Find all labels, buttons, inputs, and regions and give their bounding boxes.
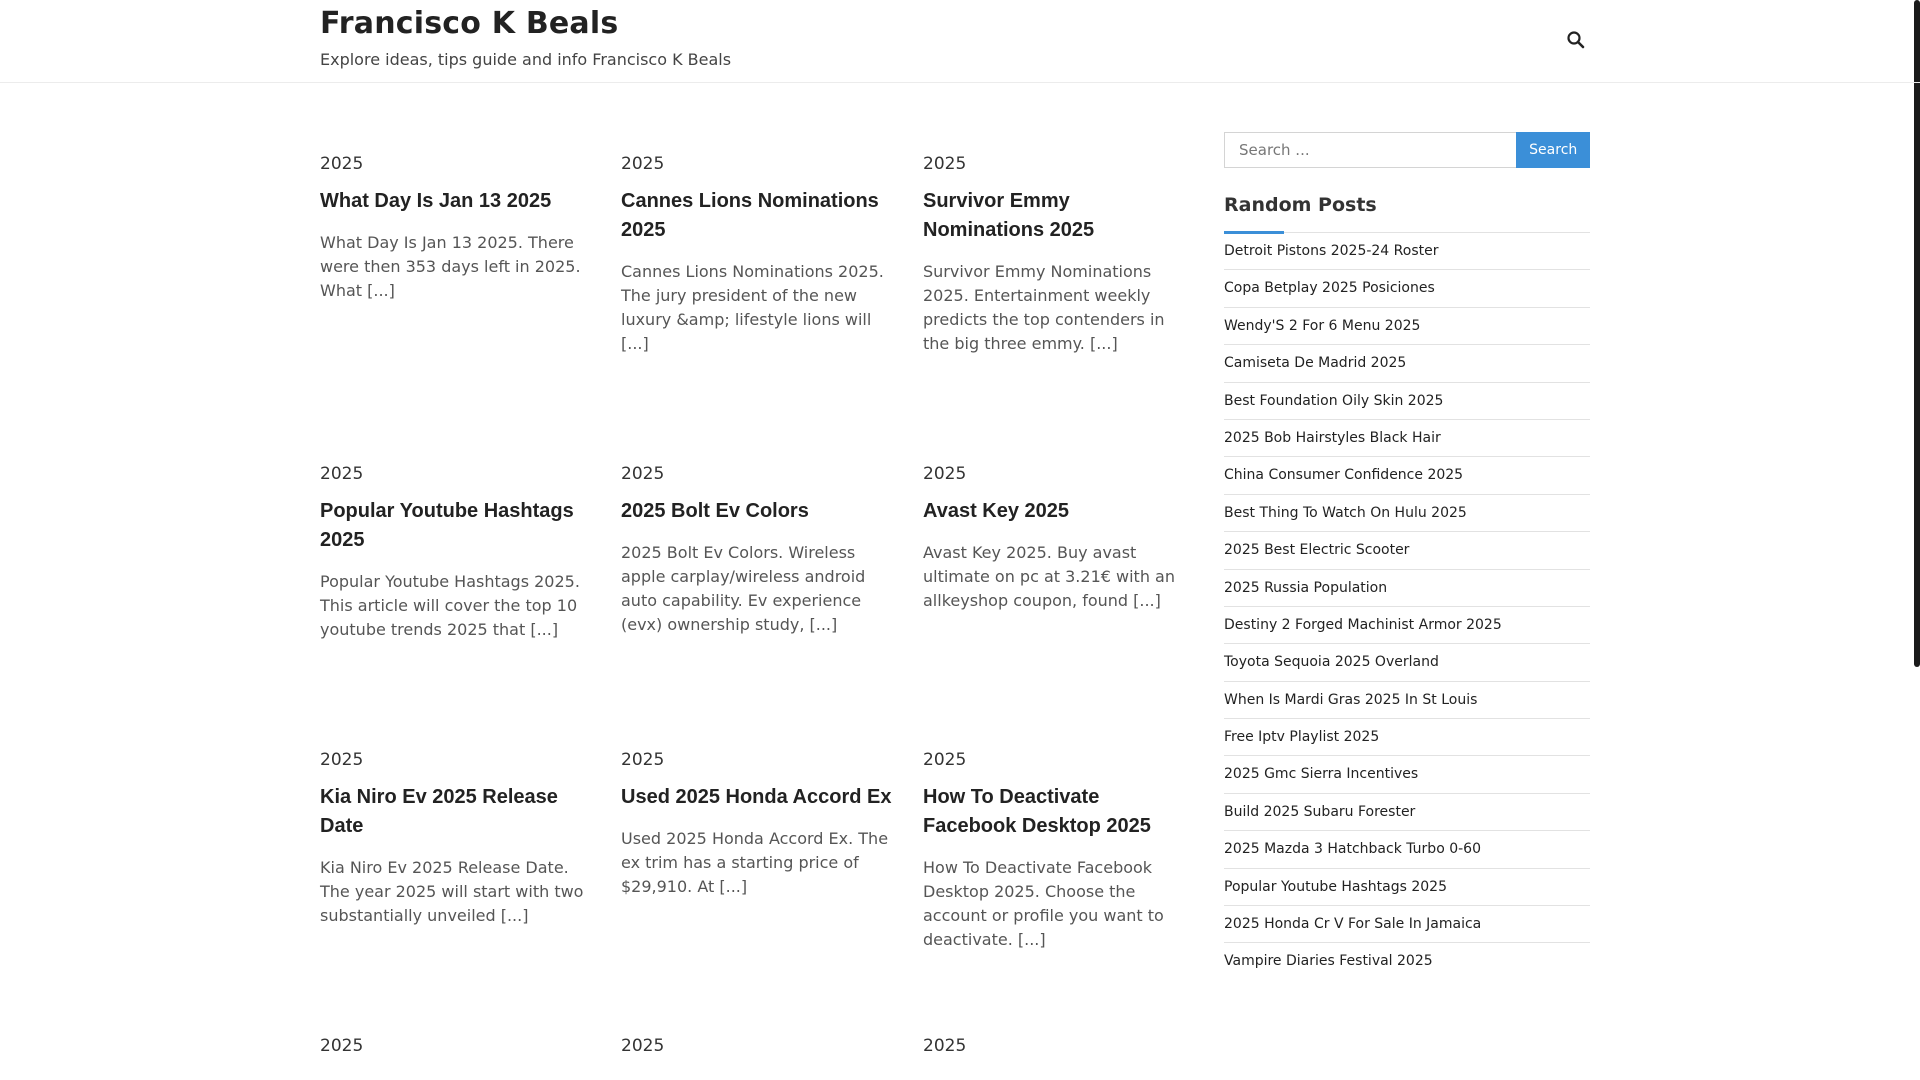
post-title[interactable]: Used 2025 Honda Accord Ex: [621, 786, 892, 808]
post-card: [320, 1036, 592, 1056]
post-excerpt: Cannes Lions Nominations 2025. The jury president of the new luxury &amp; lifestyle lions will [...]: [621, 262, 884, 353]
post-card: [923, 750, 1195, 952]
list-item[interactable]: 2025 Honda Cr V For Sale In Jamaica: [1224, 906, 1590, 943]
post-card: [923, 154, 1195, 356]
post-category[interactable]: 2025: [923, 1036, 967, 1056]
post-category[interactable]: 2025: [320, 464, 364, 484]
post-category[interactable]: 2025: [923, 464, 967, 484]
list-item[interactable]: 2025 Bob Hairstyles Black Hair: [1224, 420, 1590, 457]
list-item[interactable]: Copa Betplay 2025 Posiciones: [1224, 270, 1590, 307]
search-form: [1224, 132, 1590, 168]
list-item[interactable]: Destiny 2 Forged Machinist Armor 2025: [1224, 607, 1590, 644]
post-card: [621, 154, 893, 356]
post-category[interactable]: 2025: [621, 750, 665, 770]
site-description: Explore ideas, tips guide and info Francisco K Beals: [320, 50, 732, 69]
post-category[interactable]: 2025: [320, 154, 364, 174]
widget-title: Random Posts: [1224, 194, 1590, 233]
post-card: [320, 464, 592, 642]
post-card: [923, 1036, 1195, 1056]
post-excerpt: Used 2025 Honda Accord Ex. The ex trim has a starting price of $29,910. At [...]: [621, 829, 889, 896]
post-title[interactable]: What Day Is Jan 13 2025: [320, 190, 552, 212]
post-card: [923, 464, 1195, 613]
list-item[interactable]: Build 2025 Subaru Forester: [1224, 794, 1590, 831]
list-item[interactable]: 2025 Best Electric Scooter: [1224, 532, 1590, 569]
post-category[interactable]: 2025: [621, 464, 665, 484]
post-title[interactable]: Survivor Emmy Nominations 2025: [923, 190, 1095, 241]
list-item[interactable]: China Consumer Confidence 2025: [1224, 457, 1590, 494]
post-title[interactable]: Cannes Lions Nominations 2025: [621, 190, 879, 241]
post-category[interactable]: 2025: [923, 154, 967, 174]
search-icon[interactable]: [1566, 30, 1586, 50]
list-item[interactable]: Popular Youtube Hashtags 2025: [1224, 869, 1590, 906]
post-card: [621, 750, 893, 899]
list-item[interactable]: Camiseta De Madrid 2025: [1224, 345, 1590, 382]
post-excerpt: Avast Key 2025. Buy avast ultimate on pc at 3.21€ with an allkeyshop coupon, found [...]: [923, 543, 1175, 610]
list-item[interactable]: Detroit Pistons 2025-24 Roster: [1224, 233, 1590, 270]
post-excerpt: Popular Youtube Hashtags 2025. This article will cover the top 10 youtube trends 2025 that [...]: [320, 572, 580, 639]
site-title[interactable]: Francisco K Beals: [320, 6, 619, 41]
list-item[interactable]: Toyota Sequoia 2025 Overland: [1224, 644, 1590, 681]
post-category[interactable]: 2025: [621, 1036, 665, 1056]
sidebar: [1224, 132, 1590, 980]
post-excerpt: Survivor Emmy Nominations 2025. Entertainment weekly predicts the top contenders in the big three emmy. [...]: [923, 262, 1165, 353]
post-category[interactable]: 2025: [320, 1036, 364, 1056]
post-card: [320, 750, 592, 928]
list-item[interactable]: 2025 Russia Population: [1224, 570, 1590, 607]
post-excerpt: What Day Is Jan 13 2025. There were then 353 days left in 2025. What [...]: [320, 233, 581, 300]
post-title[interactable]: How To Deactivate Facebook Desktop 2025: [923, 786, 1151, 837]
search-input[interactable]: [1224, 132, 1516, 168]
post-card: [621, 464, 893, 637]
post-title[interactable]: Kia Niro Ev 2025 Release Date: [320, 786, 558, 837]
list-item[interactable]: 2025 Mazda 3 Hatchback Turbo 0-60: [1224, 831, 1590, 868]
scrollbar-thumb[interactable]: [1914, 0, 1920, 667]
post-category[interactable]: 2025: [320, 750, 364, 770]
list-item[interactable]: Free Iptv Playlist 2025: [1224, 719, 1590, 756]
post-category[interactable]: 2025: [621, 154, 665, 174]
post-card: [621, 1036, 893, 1056]
post-title[interactable]: Avast Key 2025: [923, 500, 1070, 522]
list-item[interactable]: Vampire Diaries Festival 2025: [1224, 953, 1433, 970]
post-category[interactable]: 2025: [923, 750, 967, 770]
post-excerpt: How To Deactivate Facebook Desktop 2025. Choose the account or profile you want to deactivate. [...]: [923, 858, 1164, 949]
random-posts-list: [1224, 233, 1590, 980]
site-header: [0, 0, 1920, 83]
list-item[interactable]: 2025 Gmc Sierra Incentives: [1224, 756, 1590, 793]
list-item[interactable]: Wendy'S 2 For 6 Menu 2025: [1224, 308, 1590, 345]
post-title[interactable]: 2025 Bolt Ev Colors: [621, 500, 809, 522]
post-title[interactable]: Popular Youtube Hashtags 2025: [320, 500, 574, 551]
post-card: [320, 154, 592, 303]
search-button[interactable]: Search: [1516, 132, 1590, 168]
list-item[interactable]: When Is Mardi Gras 2025 In St Louis: [1224, 682, 1590, 719]
list-item[interactable]: Best Thing To Watch On Hulu 2025: [1224, 495, 1590, 532]
list-item[interactable]: Best Foundation Oily Skin 2025: [1224, 383, 1590, 420]
post-excerpt: Kia Niro Ev 2025 Release Date. The year 2025 will start with two substantially unveiled [...]: [320, 858, 584, 925]
post-excerpt: 2025 Bolt Ev Colors. Wireless apple carplay/wireless android auto capability. Ev experience (evx) ownership study, [...]: [621, 543, 866, 634]
